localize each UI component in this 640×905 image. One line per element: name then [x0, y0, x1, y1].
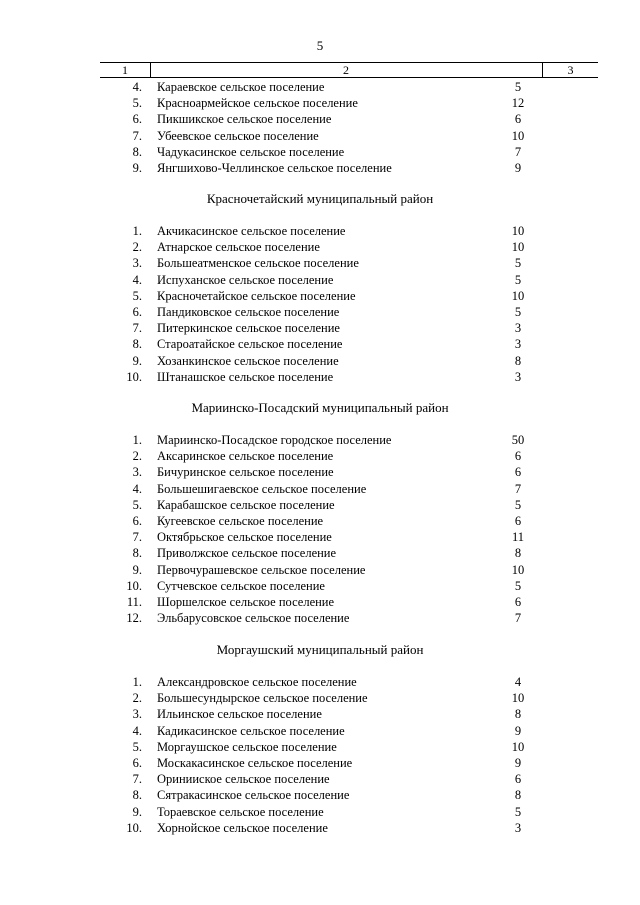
seat-count: 7	[514, 611, 522, 626]
seat-count: 12	[511, 96, 525, 111]
settlement-name: Пикшикское сельское поселение	[157, 112, 332, 127]
settlement-name: Аксаринское сельское поселение	[157, 449, 334, 464]
table-row	[0, 690, 640, 706]
settlement-name: Староатайское сельское поселение	[157, 337, 343, 352]
settlement-name: Сятракасинское сельское поселение	[157, 788, 350, 803]
seat-count: 6	[514, 772, 522, 787]
table-row	[0, 820, 640, 836]
row-number: 5.	[132, 739, 142, 754]
settlement-name: Оринииское сельское поселение	[157, 772, 330, 787]
seat-count: 11	[511, 530, 525, 545]
row-number: 1.	[132, 433, 142, 447]
row-number: 6.	[132, 514, 142, 528]
seat-count: 8	[514, 546, 522, 561]
settlement-name: Мариинско-Посадское городское поселение	[157, 433, 392, 447]
seat-count: 6	[514, 112, 522, 127]
seat-count: 8	[514, 353, 522, 368]
column-header-2: 2	[150, 63, 543, 77]
seat-count: 6	[514, 595, 522, 609]
settlement-name: Красноармейское сельское поселение	[157, 96, 358, 111]
settlement-name: Пандиковское сельское поселение	[157, 305, 340, 319]
row-number: 6.	[132, 112, 142, 127]
seat-count: 6	[514, 449, 522, 464]
settlement-name: Караевское сельское поселение	[157, 80, 325, 94]
district-heading: Красночетайский муниципальный район	[206, 191, 434, 206]
table-row	[0, 481, 640, 497]
seat-count: 8	[514, 707, 522, 722]
table-row	[0, 723, 640, 739]
seat-count: 10	[511, 691, 525, 706]
row-number: 2.	[132, 449, 142, 464]
settlement-name: Александровское сельское поселение	[157, 675, 357, 689]
seat-count: 3	[514, 337, 522, 352]
settlement-name: Приволжское сельское поселение	[157, 546, 337, 561]
table-row	[0, 594, 640, 610]
settlement-name: Москакасинское сельское поселение	[157, 756, 353, 770]
seat-count: 3	[514, 820, 522, 835]
seat-count: 4	[514, 675, 522, 689]
row-number: 4.	[132, 723, 142, 738]
seat-count: 6	[514, 514, 522, 528]
settlement-name: Кугеевское сельское поселение	[157, 514, 324, 528]
row-number: 8.	[132, 788, 142, 803]
table-row	[0, 787, 640, 803]
row-number: 9.	[132, 161, 142, 175]
table-row	[0, 304, 640, 320]
settlement-name: Первочурашевское сельское поселение	[157, 562, 366, 577]
row-number: 5.	[132, 288, 142, 303]
row-number: 7.	[132, 321, 142, 336]
table-row	[0, 497, 640, 513]
row-number: 8.	[132, 144, 142, 159]
settlement-name: Хорнойское сельское поселение	[157, 820, 328, 835]
row-number: 7.	[132, 772, 142, 787]
settlement-name: Шоршелское сельское поселение	[157, 595, 335, 609]
settlement-name: Моргаушское сельское поселение	[157, 739, 337, 754]
seat-count: 10	[511, 562, 525, 577]
seat-count: 7	[514, 481, 522, 496]
table-row	[0, 578, 640, 594]
settlement-name: Убеевское сельское поселение	[157, 128, 319, 143]
settlement-name: Красночетайское сельское поселение	[157, 288, 356, 303]
page-number: 5	[316, 38, 324, 53]
seat-count: 7	[514, 144, 522, 159]
table-row	[0, 674, 640, 690]
table-row	[0, 288, 640, 304]
row-number: 4.	[132, 80, 142, 94]
row-number: 5.	[132, 497, 142, 512]
settlement-name: Питеркинское сельское поселение	[157, 321, 340, 336]
row-number: 10.	[126, 369, 142, 384]
row-number: 9.	[132, 562, 142, 577]
row-number: 9.	[132, 804, 142, 819]
row-number: 4.	[132, 481, 142, 496]
row-number: 8.	[132, 546, 142, 561]
settlement-name: Ильинское сельское поселение	[157, 707, 322, 722]
row-number: 2.	[132, 691, 142, 706]
table-row	[0, 320, 640, 336]
table-row	[0, 610, 640, 626]
seat-count: 3	[514, 321, 522, 336]
seat-count: 10	[511, 739, 525, 754]
seat-count: 9	[514, 723, 522, 738]
table-row	[0, 79, 640, 95]
table-row	[0, 771, 640, 787]
seat-count: 50	[511, 433, 525, 447]
row-number: 4.	[132, 272, 142, 287]
seat-count: 5	[514, 497, 522, 512]
settlement-name: Кадикасинское сельское поселение	[157, 723, 345, 738]
settlement-name: Карабашское сельское поселение	[157, 497, 335, 512]
settlement-name: Чадукасинское сельское поселение	[157, 144, 345, 159]
seat-count: 10	[511, 288, 525, 303]
row-number: 6.	[132, 756, 142, 770]
table-row	[0, 432, 640, 448]
settlement-name: Большешигаевское сельское поселение	[157, 481, 367, 496]
table-row	[0, 95, 640, 111]
seat-count: 10	[511, 240, 525, 255]
row-number: 3.	[132, 707, 142, 722]
seat-count: 5	[514, 305, 522, 319]
table-row	[0, 239, 640, 255]
settlement-name: Тораевское сельское поселение	[157, 804, 324, 819]
seat-count: 5	[514, 578, 522, 593]
row-number: 3.	[132, 465, 142, 480]
table-row	[0, 353, 640, 369]
row-number: 5.	[132, 96, 142, 111]
table-row	[0, 144, 640, 160]
seat-count: 6	[514, 465, 522, 480]
table-row	[0, 369, 640, 385]
district-heading: Моргаушский муниципальный район	[216, 642, 424, 657]
settlement-name: Эльбарусовское сельское поселение	[157, 611, 350, 626]
column-header-3: 3	[567, 63, 574, 77]
row-number: 3.	[132, 256, 142, 271]
row-number: 8.	[132, 337, 142, 352]
row-number: 7.	[132, 530, 142, 545]
table-row	[0, 160, 640, 176]
row-number: 1.	[132, 675, 142, 689]
row-number: 10.	[126, 820, 142, 835]
settlement-name: Сутчевское сельское поселение	[157, 578, 325, 593]
seat-count: 3	[514, 369, 522, 384]
table-row	[0, 529, 640, 545]
row-number: 6.	[132, 305, 142, 319]
table-row	[0, 128, 640, 144]
seat-count: 8	[514, 788, 522, 803]
settlement-name: Большесундырское сельское поселение	[157, 691, 368, 706]
row-number: 11.	[126, 595, 142, 609]
column-header-1: 1	[100, 63, 151, 77]
seat-count: 10	[511, 224, 525, 238]
row-number: 10.	[126, 578, 142, 593]
row-number: 9.	[132, 353, 142, 368]
settlement-name: Янгшихово-Челлинское сельское поселение	[157, 161, 392, 175]
table-row	[0, 755, 640, 771]
column-header-row	[100, 62, 598, 78]
settlement-name: Испуханское сельское поселение	[157, 272, 334, 287]
table-row	[0, 223, 640, 239]
seat-count: 5	[514, 256, 522, 271]
seat-count: 9	[514, 161, 522, 175]
table-row	[0, 513, 640, 529]
settlement-name: Октябрьское сельское поселение	[157, 530, 332, 545]
table-row	[0, 272, 640, 288]
seat-count: 5	[514, 272, 522, 287]
table-row	[0, 739, 640, 755]
row-number: 1.	[132, 224, 142, 238]
settlement-name: Атнарское сельское поселение	[157, 240, 320, 255]
table-row	[0, 111, 640, 127]
table-row	[0, 448, 640, 464]
district-heading: Мариинско-Посадский муниципальный район	[191, 400, 449, 415]
seat-count: 5	[514, 804, 522, 819]
row-number: 2.	[132, 240, 142, 255]
table-row	[0, 464, 640, 480]
table-row	[0, 804, 640, 820]
seat-count: 10	[511, 128, 525, 143]
seat-count: 9	[514, 756, 522, 770]
table-row	[0, 255, 640, 271]
table-row	[0, 545, 640, 561]
settlement-name: Большеатменское сельское поселение	[157, 256, 359, 271]
settlement-name: Бичуринское сельское поселение	[157, 465, 334, 480]
table-row	[0, 336, 640, 352]
settlement-name: Акчикасинское сельское поселение	[157, 224, 346, 238]
settlement-name: Хозанкинское сельское поселение	[157, 353, 339, 368]
settlement-name: Штанашское сельское поселение	[157, 369, 334, 384]
row-number: 7.	[132, 128, 142, 143]
table-row	[0, 562, 640, 578]
row-number: 12.	[126, 611, 142, 626]
table-row	[0, 706, 640, 722]
seat-count: 5	[514, 80, 522, 94]
